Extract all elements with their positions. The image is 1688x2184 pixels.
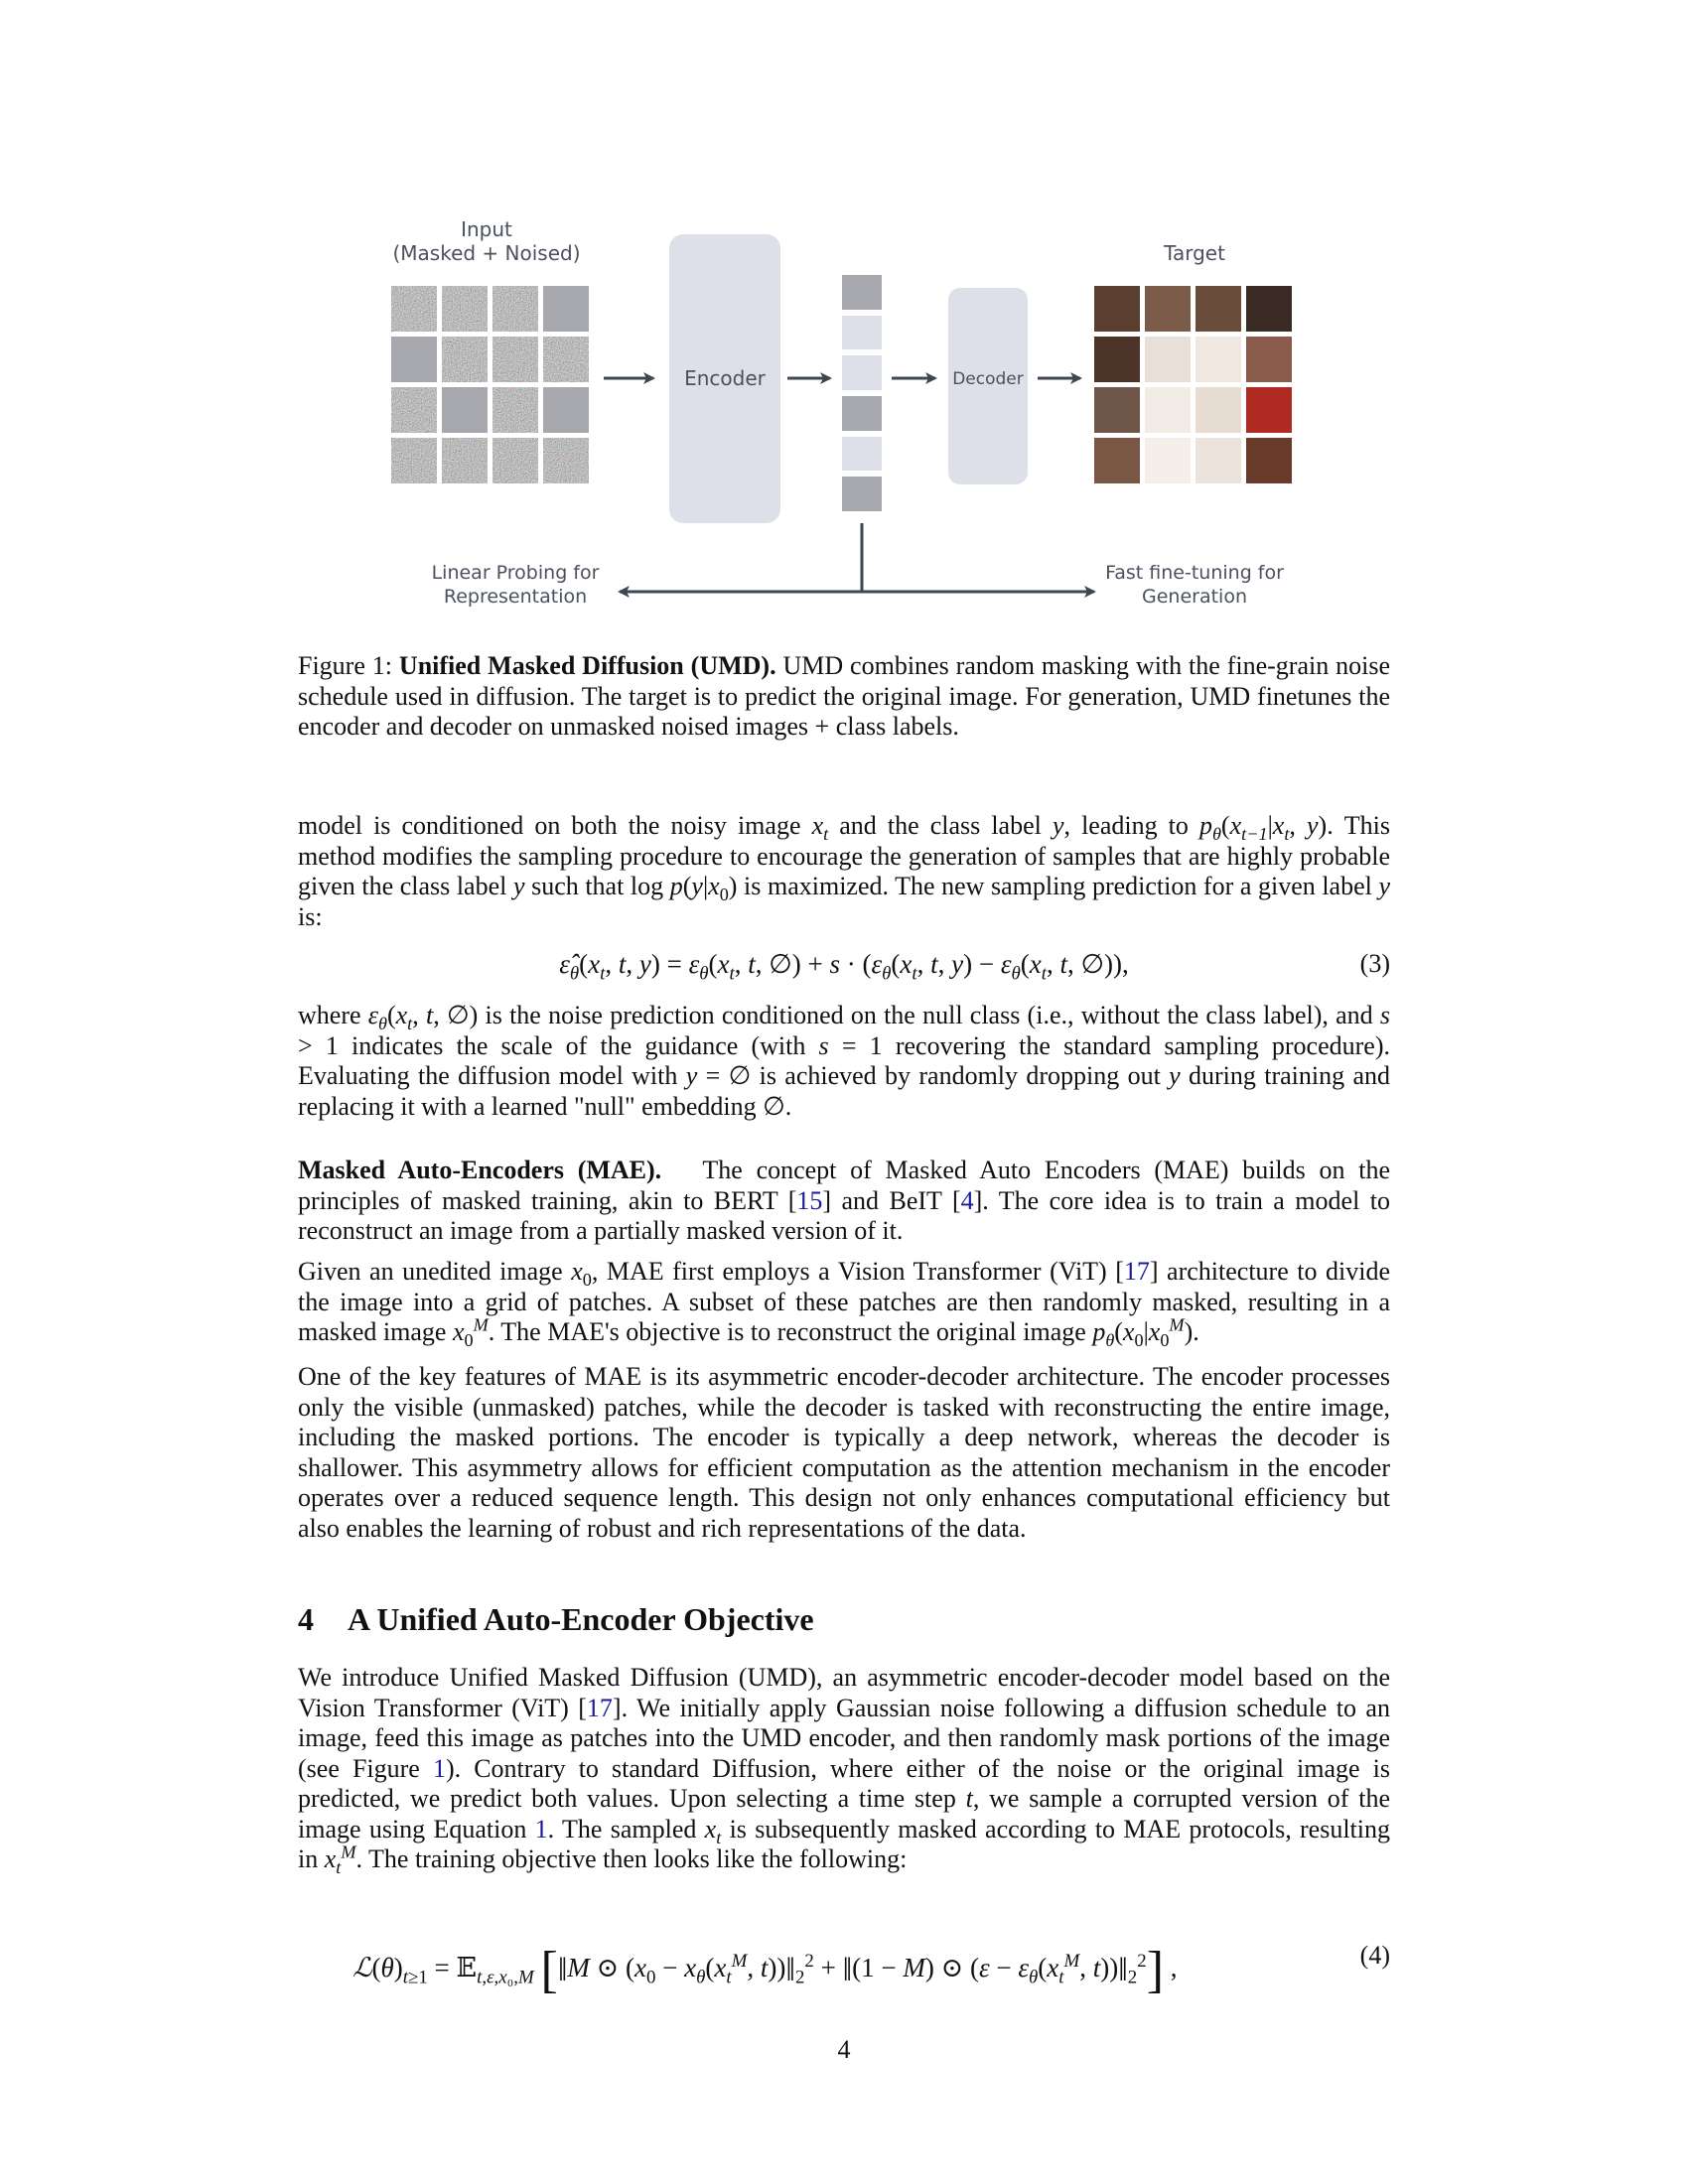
encoder-label: Encoder [684,366,766,390]
section-4-heading: 4 A Unified Auto-Encoder Objective [298,1601,814,1637]
input-label-sub: (Masked + Noised) [392,241,581,265]
input-label: Input [461,217,512,241]
latent-tokens [842,275,882,511]
paragraph-guidance: where $\varepsilon_\theta(x_t$, t, ∅) is the noise prediction conditioned on the null class (i.e., without the class label), and s > 1 indicates the scale of the guidance (with s = 1 recovering the standard sampling procedure). Evaluating the diffusion model with y = ∅ is achieved by randomly dropping out y during training and replacing it with a learned "null" embedding ∅. [298,1001,1391,1121]
paragraph-mae-intro: Masked Auto-Encoders (MAE). The concept of Masked Auto Encoders (MAE) builds on the principles of masked training, akin to BERT [15] and BeIT [4]. The core idea is to train a model to reconstruct an image from a partially masked version of it. [298,1156,1391,1245]
caption-label: Figure 1: [298,651,393,680]
figure-caption [298,651,1390,743]
decoder-label: Decoder [952,369,1024,389]
fine-tuning-label-sub: Generation [1142,586,1247,608]
paragraph-mae-patches: Given an unedited image $x_0$, MAE first employs a Vision Transformer (ViT) [17] architecture to divide the image into a grid of patches. A subset of these patches are then randomly masked, resulting in a masked image $x_0^M$. The MAE's objective is to reconstruct the original image $p_\theta(x_0|x_0^M)$. [298,1257,1390,1351]
equation-3-number: (3) [1359,949,1390,978]
linear-probing-label: Linear Probing for [431,562,600,584]
ref-17-link[interactable]: 17 [1123,1257,1150,1286]
equation-3: $\varepsilon̂_\theta(x_t$, t, $y) = \varepsilon_\theta(x_t$, t, ∅) + $s \cdot (\varepsilon_\theta(x_t$, t, $y) - \varepsilon_\theta(x_t$, t, ∅)), (3) [559,949,1390,985]
linear-probing-label-sub: Representation [443,586,588,608]
page-number: 4 [837,2035,851,2064]
equation-4-number: (4) [1359,1941,1390,1970]
fine-tuning-label: Fast fine-tuning for [1105,562,1284,584]
ref-15-link[interactable]: 15 [796,1185,823,1215]
figure-1-diagram [0,0,1688,635]
ref-17-link-2[interactable]: 17 [586,1693,613,1722]
paragraph-umd: We introduce Unified Masked Diffusion (UMD), an asymmetric encoder-decoder model based on the Vision Transformer (ViT) [17]. We initially apply Gaussian noise following a diffusion schedule to an image, feed this image as patches into the UMD encoder, and then randomly mask portions of the image (see Figure 1). Contrary to standard Diffusion, where either of the noise or the original image is predicted, we predict both values. Upon selecting a time step t, we sample a corrupted version of the image using Equation 1. The sampled $x_t$ is subsequently masked according to MAE protocols, resulting in $x_t^M$. The training objective then looks like the following: [298,1663,1390,1878]
ref-4-link[interactable]: 4 [960,1185,974,1215]
target-label: Target [1164,241,1225,265]
paragraph-mae-architecture: One of the key features of MAE is its asymmetric encoder-decoder architecture. The encoder processes only the visible (unmasked) patches, while the decoder is tasked with reconstructing the entire image, including the masked portions. The encoder is typically a deep network, whereas the decoder is shallower. This asymmetry allows for efficient computation as the attention mechanism in the encoder operates over a reduced sequence length. This design not only enhances computational efficiency but also enables the learning of robust and rich representations of the data. [298,1362,1390,1543]
mae-title: Masked Auto-Encoders (MAE). [298,1156,662,1184]
paragraph-cfg: model is conditioned on both the noisy image $x_t$ and the class label y, leading to $p_\theta(x_{t-1}|x_t$, y). This method modifies the sampling procedure to encourage the generation of samples that are highly probable given the class label y such that $\log p(y|x_0)$ is maximized. The new sampling prediction for a given label y is: [298,811,1390,931]
input-masked-noised-grid [391,286,589,483]
figure-1-link[interactable]: 1 [432,1753,446,1783]
equation-1-link[interactable]: 1 [534,1814,548,1843]
caption-text: UMD combines random masking with the fine-grain noise schedule used in diffusion. The target is to predict the original image. For generation, UMD finetunes the encoder and decoder on unmasked noised images + class labels. [298,651,1391,741]
caption-title: Unified Masked Diffusion (UMD). [398,651,776,680]
equation-4: $ℒ(\theta)_{t\ge 1}$ = 𝔼$_{t,\varepsilon,x_0,M}$ [‖M ⊙ ($x_0 - x_\theta(x_t^M$, $t))‖_2^2$ + ‖(1 − M) ⊙ ($\varepsilon - \varepsilon_\theta(x_t^M$, $t))‖_2^2$] , (4) [352,1941,1390,1998]
target-image-grid [1094,286,1292,483]
